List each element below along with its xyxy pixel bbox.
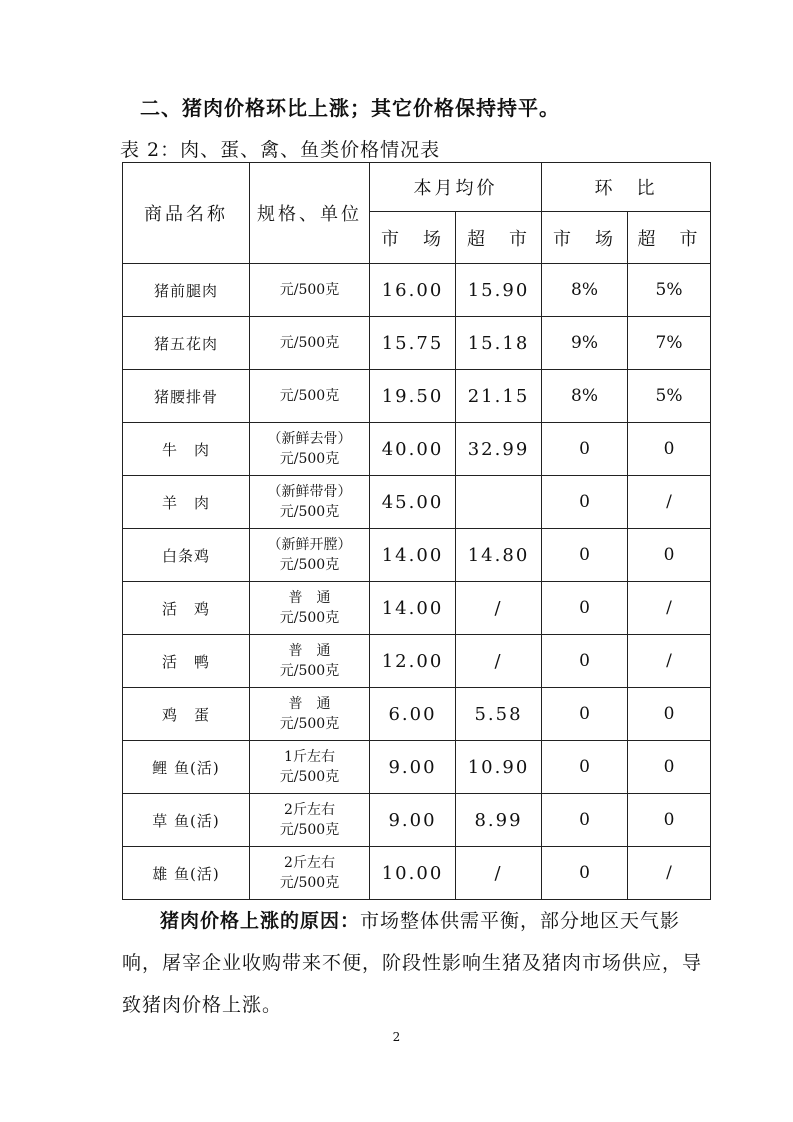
cell-supermarket-price: 5.58: [456, 688, 542, 741]
table-row: [123, 635, 711, 688]
cell-unit: [250, 476, 370, 529]
cell-supermarket-price: 10.90: [456, 741, 542, 794]
cell-mom-market: 0: [542, 688, 628, 741]
cell-market-price: 9.00: [370, 794, 456, 847]
unit-line-1: 2斤左右: [284, 855, 335, 871]
header-mom-market: 市 场: [542, 212, 628, 264]
table-caption: 表 2：肉、蛋、禽、鱼类价格情况表: [120, 139, 441, 161]
unit-line-2: 元/500克: [279, 769, 340, 785]
cell-unit: [250, 423, 370, 476]
cell-name: 鸡 蛋: [123, 688, 250, 741]
unit-line-1: 2斤左右: [284, 802, 335, 818]
cell-name: 活 鸡: [123, 582, 250, 635]
unit-line-1: （新鲜带骨）: [267, 484, 352, 500]
cell-market-price: 10.00: [370, 847, 456, 900]
unit-line-1: 元/500克: [279, 335, 340, 351]
table-row: [123, 317, 711, 370]
cell-mom-market: 0: [542, 423, 628, 476]
unit-line-2: 元/500克: [279, 557, 340, 573]
cell-mom-supermarket: 7%: [628, 317, 711, 370]
cell-supermarket-price: /: [456, 847, 542, 900]
cell-mom-supermarket: 5%: [628, 370, 711, 423]
cell-supermarket-price: 14.80: [456, 529, 542, 582]
cell-mom-supermarket: 0: [628, 423, 711, 476]
cell-market-price: 16.00: [370, 264, 456, 317]
cell-name: 猪前腿肉: [123, 264, 250, 317]
cell-supermarket-price: 21.15: [456, 370, 542, 423]
cell-name: 猪五花肉: [123, 317, 250, 370]
cell-name: 雄 鱼(活): [123, 847, 250, 900]
cell-mom-market: 8%: [542, 370, 628, 423]
unit-line-2: 元/500克: [279, 610, 340, 626]
cell-supermarket-price: 15.90: [456, 264, 542, 317]
cell-market-price: 14.00: [370, 582, 456, 635]
cell-name: 白条鸡: [123, 529, 250, 582]
unit-line-2: 元/500克: [279, 822, 340, 838]
price-table-body: [123, 264, 711, 900]
table-row: [123, 688, 711, 741]
unit-line-1: 1斤左右: [284, 749, 335, 765]
header-unit: 规格、单位: [250, 163, 370, 264]
cell-supermarket-price: /: [456, 635, 542, 688]
cell-mom-market: 0: [542, 529, 628, 582]
header-mom-supermarket: 超 市: [628, 212, 711, 264]
cell-mom-market: 9%: [542, 317, 628, 370]
cell-mom-supermarket: /: [628, 476, 711, 529]
cell-market-price: 15.75: [370, 317, 456, 370]
cell-unit: [250, 264, 370, 317]
cell-mom-market: 0: [542, 582, 628, 635]
cell-unit: [250, 635, 370, 688]
cell-unit: [250, 688, 370, 741]
cell-mom-market: 0: [542, 741, 628, 794]
table-row: [123, 423, 711, 476]
unit-line-1: 元/500克: [279, 282, 340, 298]
unit-line-2: 元/500克: [279, 716, 340, 732]
cell-name: 猪腰排骨: [123, 370, 250, 423]
unit-line-1: 普 通: [288, 643, 331, 659]
unit-line-1: 元/500克: [279, 388, 340, 404]
cell-unit: [250, 582, 370, 635]
table-row: [123, 264, 711, 317]
cell-name: 活 鸭: [123, 635, 250, 688]
reason-text: 市场整体供需平衡，部分地区天气影响，屠宰企业收购带来不便，阶段性影响生猪及猪肉市场供应，导致猪肉价格上涨。: [122, 910, 703, 1016]
cell-mom-supermarket: /: [628, 582, 711, 635]
reason-paragraph: [122, 900, 720, 1026]
cell-unit: [250, 529, 370, 582]
section-heading: 二、猪肉价格环比上涨；其它价格保持持平。: [140, 96, 560, 120]
cell-unit: [250, 370, 370, 423]
cell-market-price: 45.00: [370, 476, 456, 529]
table-row: [123, 370, 711, 423]
unit-line-2: 元/500克: [279, 504, 340, 520]
table-row: [123, 529, 711, 582]
cell-name: 牛 肉: [123, 423, 250, 476]
unit-line-1: （新鲜去骨）: [267, 431, 352, 447]
unit-line-2: 元/500克: [279, 451, 340, 467]
table-row: [123, 582, 711, 635]
cell-mom-supermarket: 0: [628, 688, 711, 741]
cell-market-price: 9.00: [370, 741, 456, 794]
cell-mom-market: 8%: [542, 264, 628, 317]
cell-mom-supermarket: 0: [628, 529, 711, 582]
cell-unit: [250, 317, 370, 370]
cell-supermarket-price: /: [456, 582, 542, 635]
cell-market-price: 12.00: [370, 635, 456, 688]
cell-mom-market: 0: [542, 635, 628, 688]
unit-line-2: 元/500克: [279, 663, 340, 679]
table-row: [123, 794, 711, 847]
cell-mom-supermarket: /: [628, 635, 711, 688]
header-avg-price: 本月均价: [370, 163, 542, 212]
cell-market-price: 40.00: [370, 423, 456, 476]
table-row: [123, 741, 711, 794]
header-supermarket: 超 市: [456, 212, 542, 264]
header-name: 商品名称: [123, 163, 250, 264]
cell-mom-supermarket: /: [628, 847, 711, 900]
cell-unit: [250, 794, 370, 847]
unit-line-1: 普 通: [288, 590, 331, 606]
cell-mom-market: 0: [542, 794, 628, 847]
cell-mom-market: 0: [542, 847, 628, 900]
table-row: [123, 847, 711, 900]
cell-mom-market: 0: [542, 476, 628, 529]
cell-unit: [250, 741, 370, 794]
cell-mom-supermarket: 5%: [628, 264, 711, 317]
cell-supermarket-price: 15.18: [456, 317, 542, 370]
reason-label: 猪肉价格上涨的原因：: [160, 910, 361, 932]
price-table: [122, 162, 711, 900]
header-market: 市 场: [370, 212, 456, 264]
page-number: 2: [392, 1030, 401, 1044]
cell-market-price: 14.00: [370, 529, 456, 582]
cell-name: 鲤 鱼(活): [123, 741, 250, 794]
cell-name: 草 鱼(活): [123, 794, 250, 847]
cell-name: 羊 肉: [123, 476, 250, 529]
cell-unit: [250, 847, 370, 900]
cell-market-price: 6.00: [370, 688, 456, 741]
unit-line-2: 元/500克: [279, 875, 340, 891]
cell-mom-supermarket: 0: [628, 741, 711, 794]
cell-mom-supermarket: 0: [628, 794, 711, 847]
unit-line-1: 普 通: [288, 696, 331, 712]
header-mom: 环 比: [542, 163, 711, 212]
cell-supermarket-price: [456, 476, 542, 529]
cell-market-price: 19.50: [370, 370, 456, 423]
unit-line-1: （新鲜开膛）: [267, 537, 352, 553]
table-row: [123, 476, 711, 529]
cell-supermarket-price: 8.99: [456, 794, 542, 847]
cell-supermarket-price: 32.99: [456, 423, 542, 476]
